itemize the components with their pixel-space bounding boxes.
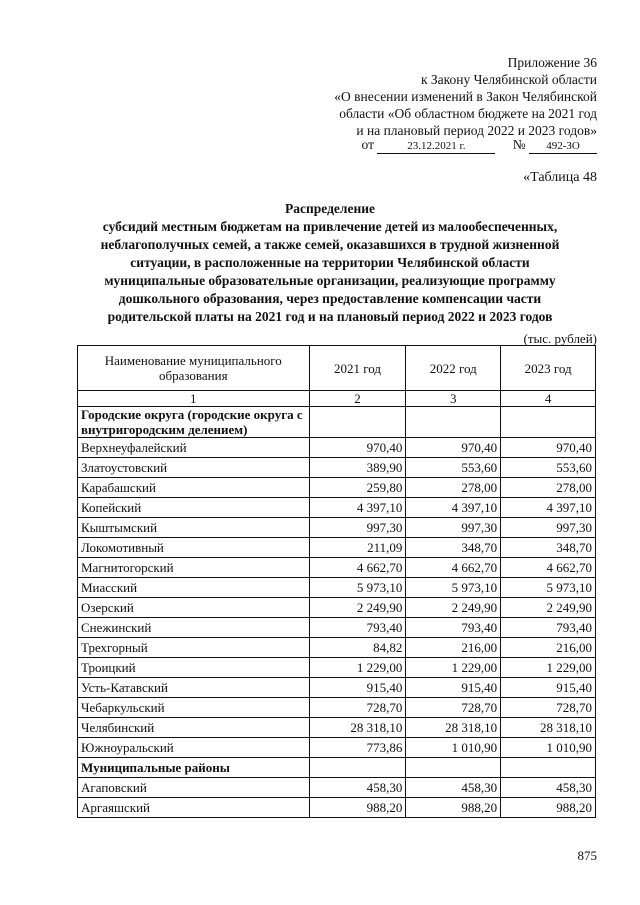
- value-2021: 84,82: [309, 638, 406, 658]
- value-2022: 5 973,10: [406, 578, 501, 598]
- municipality-name: Южноуральский: [78, 738, 310, 758]
- title-line: муниципальные образовательные организации, реализующие программу: [104, 273, 556, 288]
- subsidy-table: [77, 345, 596, 818]
- table-row: [78, 498, 596, 518]
- column-number: 3: [406, 391, 501, 407]
- municipality-name: Чебаркульский: [78, 698, 310, 718]
- column-number: 2: [309, 391, 406, 407]
- table-row: [78, 678, 596, 698]
- municipality-name: Карабашский: [78, 478, 310, 498]
- municipality-name: Троицкий: [78, 658, 310, 678]
- appendix-header: [267, 54, 597, 139]
- units-label: (тыс. рублей): [523, 331, 597, 346]
- municipality-name: Снежинский: [78, 618, 310, 638]
- page-number: 875: [577, 848, 597, 863]
- value-2022: 1 229,00: [406, 658, 501, 678]
- table-row: [78, 618, 596, 638]
- value-2023: 28 318,10: [501, 718, 596, 738]
- value-2023: 997,30: [501, 518, 596, 538]
- header-2023: 2023 год: [501, 346, 596, 391]
- value-2022: 970,40: [406, 438, 501, 458]
- municipality-name: Локомотивный: [78, 538, 310, 558]
- empty-cell: [501, 407, 596, 438]
- value-2023: 2 249,90: [501, 598, 596, 618]
- value-2022: 458,30: [406, 778, 501, 798]
- table-row: [78, 698, 596, 718]
- municipality-name: Кыштымский: [78, 518, 310, 538]
- value-2023: 4 662,70: [501, 558, 596, 578]
- table-row: [78, 598, 596, 618]
- document-title: [60, 200, 600, 326]
- value-2023: 728,70: [501, 698, 596, 718]
- group-row: [78, 407, 596, 438]
- value-2023: 348,70: [501, 538, 596, 558]
- title-line: неблагополучных семей, а также семей, оказавшихся в трудной жизненной: [100, 237, 560, 252]
- value-2023: 915,40: [501, 678, 596, 698]
- empty-cell: [406, 407, 501, 438]
- empty-cell: [406, 758, 501, 778]
- header-municipality: Наименование муниципального образования: [78, 346, 310, 391]
- title-line: дошкольного образования, через предоставление компенсации части: [118, 291, 542, 306]
- value-2021: 458,30: [309, 778, 406, 798]
- value-2021: 5 973,10: [309, 578, 406, 598]
- group-title: Городские округа (городские округа с внутригородским делением): [78, 407, 310, 438]
- value-2021: 988,20: [309, 798, 406, 818]
- value-2022: 1 010,90: [406, 738, 501, 758]
- table-row: [78, 738, 596, 758]
- value-2021: 915,40: [309, 678, 406, 698]
- value-2021: 793,40: [309, 618, 406, 638]
- column-number: 1: [78, 391, 310, 407]
- municipality-name: Златоустовский: [78, 458, 310, 478]
- table-row: [78, 518, 596, 538]
- value-2021: 1 229,00: [309, 658, 406, 678]
- empty-cell: [309, 758, 406, 778]
- appendix-line: к Закону Челябинской области: [420, 72, 597, 87]
- municipality-name: Трехгорный: [78, 638, 310, 658]
- value-2022: 728,70: [406, 698, 501, 718]
- municipality-name: Агаповский: [78, 778, 310, 798]
- table-row: [78, 558, 596, 578]
- table-row: [78, 798, 596, 818]
- value-2022: 348,70: [406, 538, 501, 558]
- appendix-line: и на плановый период 2022 и 2023 годов»: [356, 123, 597, 138]
- value-2023: 4 397,10: [501, 498, 596, 518]
- empty-cell: [501, 758, 596, 778]
- value-2021: 4 397,10: [309, 498, 406, 518]
- value-2022: 278,00: [406, 478, 501, 498]
- value-2021: 2 249,90: [309, 598, 406, 618]
- table-row: [78, 578, 596, 598]
- header-2022: 2022 год: [406, 346, 501, 391]
- law-date: 23.12.2021 г.: [377, 140, 495, 154]
- value-2021: 389,90: [309, 458, 406, 478]
- value-2022: 2 249,90: [406, 598, 501, 618]
- value-2022: 4 397,10: [406, 498, 501, 518]
- value-2023: 988,20: [501, 798, 596, 818]
- value-2022: 793,40: [406, 618, 501, 638]
- municipality-name: Миасский: [78, 578, 310, 598]
- column-number: 4: [501, 391, 596, 407]
- law-number: 492-ЗО: [529, 140, 597, 154]
- table-label: «Таблица 48: [523, 170, 597, 185]
- group-title: Муниципальные районы: [78, 758, 310, 778]
- number-prefix: №: [512, 137, 526, 152]
- value-2023: 793,40: [501, 618, 596, 638]
- title-line: ситуации, в расположенные на территории Челябинской области: [130, 255, 530, 270]
- value-2023: 458,30: [501, 778, 596, 798]
- value-2023: 216,00: [501, 638, 596, 658]
- value-2021: 259,80: [309, 478, 406, 498]
- empty-cell: [309, 407, 406, 438]
- municipality-name: Челябинский: [78, 718, 310, 738]
- value-2021: 997,30: [309, 518, 406, 538]
- value-2021: 773,86: [309, 738, 406, 758]
- value-2022: 4 662,70: [406, 558, 501, 578]
- value-2022: 28 318,10: [406, 718, 501, 738]
- value-2023: 1 229,00: [501, 658, 596, 678]
- table-row: [78, 778, 596, 798]
- appendix-line: «О внесении изменений в Закон Челябинской: [334, 89, 597, 104]
- value-2021: 4 662,70: [309, 558, 406, 578]
- date-prefix: от: [361, 137, 374, 152]
- municipality-name: Копейский: [78, 498, 310, 518]
- header-2021: 2021 год: [309, 346, 406, 391]
- value-2021: 970,40: [309, 438, 406, 458]
- value-2021: 728,70: [309, 698, 406, 718]
- value-2022: 997,30: [406, 518, 501, 538]
- law-date-number: [362, 137, 598, 154]
- value-2022: 988,20: [406, 798, 501, 818]
- table-row: [78, 458, 596, 478]
- value-2023: 970,40: [501, 438, 596, 458]
- municipality-name: Магнитогорский: [78, 558, 310, 578]
- municipality-name: Усть-Катавский: [78, 678, 310, 698]
- value-2023: 1 010,90: [501, 738, 596, 758]
- table-row: [78, 718, 596, 738]
- title-line: родительской платы на 2021 год и на плановый период 2022 и 2023 годов: [107, 309, 553, 324]
- value-2023: 553,60: [501, 458, 596, 478]
- municipality-name: Верхнеуфалейский: [78, 438, 310, 458]
- table-row: [78, 658, 596, 678]
- table-row: [78, 538, 596, 558]
- value-2022: 553,60: [406, 458, 501, 478]
- municipality-name: Озерский: [78, 598, 310, 618]
- table-row: [78, 478, 596, 498]
- municipality-name: Аргаяшский: [78, 798, 310, 818]
- appendix-line: Приложение 36: [507, 55, 597, 70]
- table-row: [78, 638, 596, 658]
- column-number-row: [78, 391, 596, 407]
- value-2022: 915,40: [406, 678, 501, 698]
- appendix-line: области «Об областном бюджете на 2021 год: [339, 106, 597, 121]
- value-2023: 5 973,10: [501, 578, 596, 598]
- title-heading: Распределение: [284, 201, 376, 216]
- value-2022: 216,00: [406, 638, 501, 658]
- group-row: [78, 758, 596, 778]
- value-2021: 211,09: [309, 538, 406, 558]
- title-line: субсидий местным бюджетам на привлечение детей из малообеспеченных,: [102, 219, 558, 234]
- value-2023: 278,00: [501, 478, 596, 498]
- value-2021: 28 318,10: [309, 718, 406, 738]
- table-row: [78, 438, 596, 458]
